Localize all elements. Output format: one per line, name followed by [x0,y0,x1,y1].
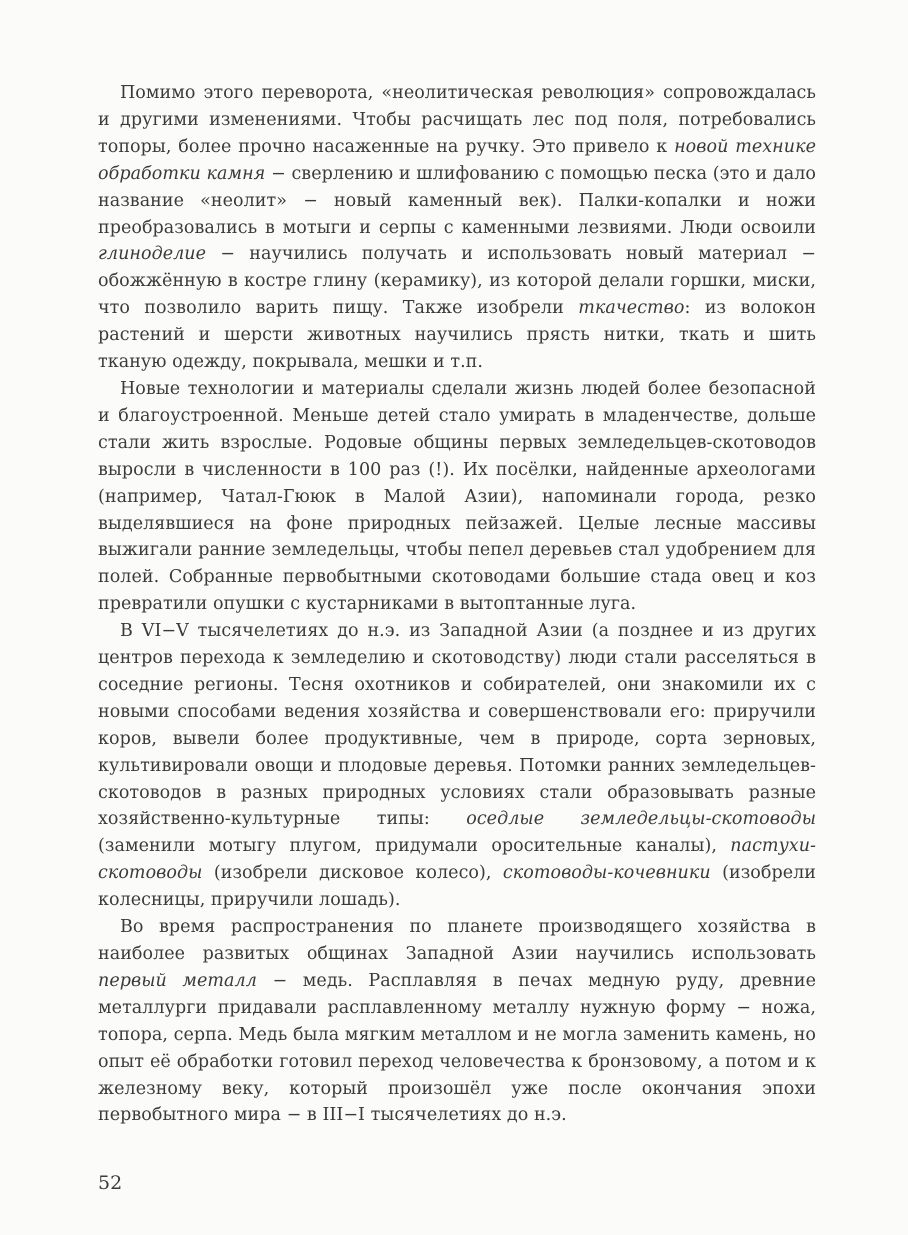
paragraph-1 [98,80,816,376]
emphasis-term: первый металл [98,970,257,991]
text-run: В VI−V тысячелетиях до н.э. из Западной Азии (а позднее и из других центров перехода к земледелию и скотоводству) люди стали расселяться в соседние регионы. Тесня охотников и собирателей, они знакомили их с новыми способами ведения хозяйства и совершенствовали его: приручили коров, вывели более продуктивные, чем в природе, сорта зерновых, культивировали овощи и плодовые деревья. Потомки ранних земледельцев-скотоводов в разных природных условиях стали образовывать разные хозяйственно-культурные типы: [98,621,816,830]
text-run: Новые технологии и материалы сделали жизнь людей более безопасной и благоустроенной. Меньше детей стало умирать в младенчестве, дольше стали жить взрослые. Родовые общины первых земледельцев-скотоводов выросли в численности в 100 раз (!). Их посёлки, найденные археологами (например, Чатал-Гююк в Малой Азии), напоминали города, резко выделявшиеся на фоне природных пейзажей. Целые лесные массивы выжигали ранние земледельцы, чтобы пепел деревьев стал удобрением для полей. Собранные первобытными скотоводами большие стада овец и коз превратили опушки с кустарниками в вытоптанные луга. [98,378,816,615]
emphasis-term: ткачество [578,298,685,319]
emphasis-term: оседлые земледельцы-скотоводы [466,809,816,830]
emphasis-term: скотоводы-кочевники [502,863,711,884]
page-number: 52 [98,1172,123,1194]
text-run: Помимо этого переворота, «неолитическая революция» сопровождалась и другими изменениями. Чтобы расчищать лес под поля, потребовались топоры, более прочно насаженные на ручку. Это привело к [98,83,816,157]
text-run: (изобрели колесницы, приручили лошадь). [98,863,816,911]
paragraph-4 [98,914,816,1129]
paragraph-3 [98,618,816,914]
emphasis-term: новой технике обработки камня [98,136,816,184]
emphasis-term: пастухи-скотоводы [98,836,816,884]
paragraph-2 [98,376,816,618]
text-run: Во время распространения по планете производящего хозяйства в наиболее развитых общинах Западной Азии научились использовать [98,917,816,964]
text-run: (изобрели дисковое колесо), [202,863,503,884]
text-run: − сверлению и шлифованию с помощью песка (это и дало название «неолит» − новый каменный век). Палки-копалки и ножи преобразовались в мотыги и серпы с каменными лезвиями. Люди освоили [98,163,816,238]
text-run: : из волокон растений и шерсти животных научились прясть нитки, ткать и шить тканую одежду, покрывала, мешки и т.п. [98,298,817,373]
text-run: − медь. Расплавляя в печах медную руду, древние металлурги придавали расплавленному металлу нужную форму − ножа, топора, серпа. Медь была мягким металлом и не могла заменить камень, но опыт её обработки готовил переход человечества к бронзовому, а потом и к железному веку, который произошёл уже после окончания эпохи первобытного мира − в III−I тысячелетиях до н.э. [98,970,816,1126]
text-run: (заменили мотыгу плугом, придумали оросительные каналы), [98,836,731,857]
emphasis-term: глиноделие [98,244,207,265]
text-run: − научились получать и использовать новый материал − обожжённую в костре глину (керамику), из которой делали горшки, миски, что позволило варить пищу. Также изобрели [98,244,816,319]
body-text [98,80,816,1129]
